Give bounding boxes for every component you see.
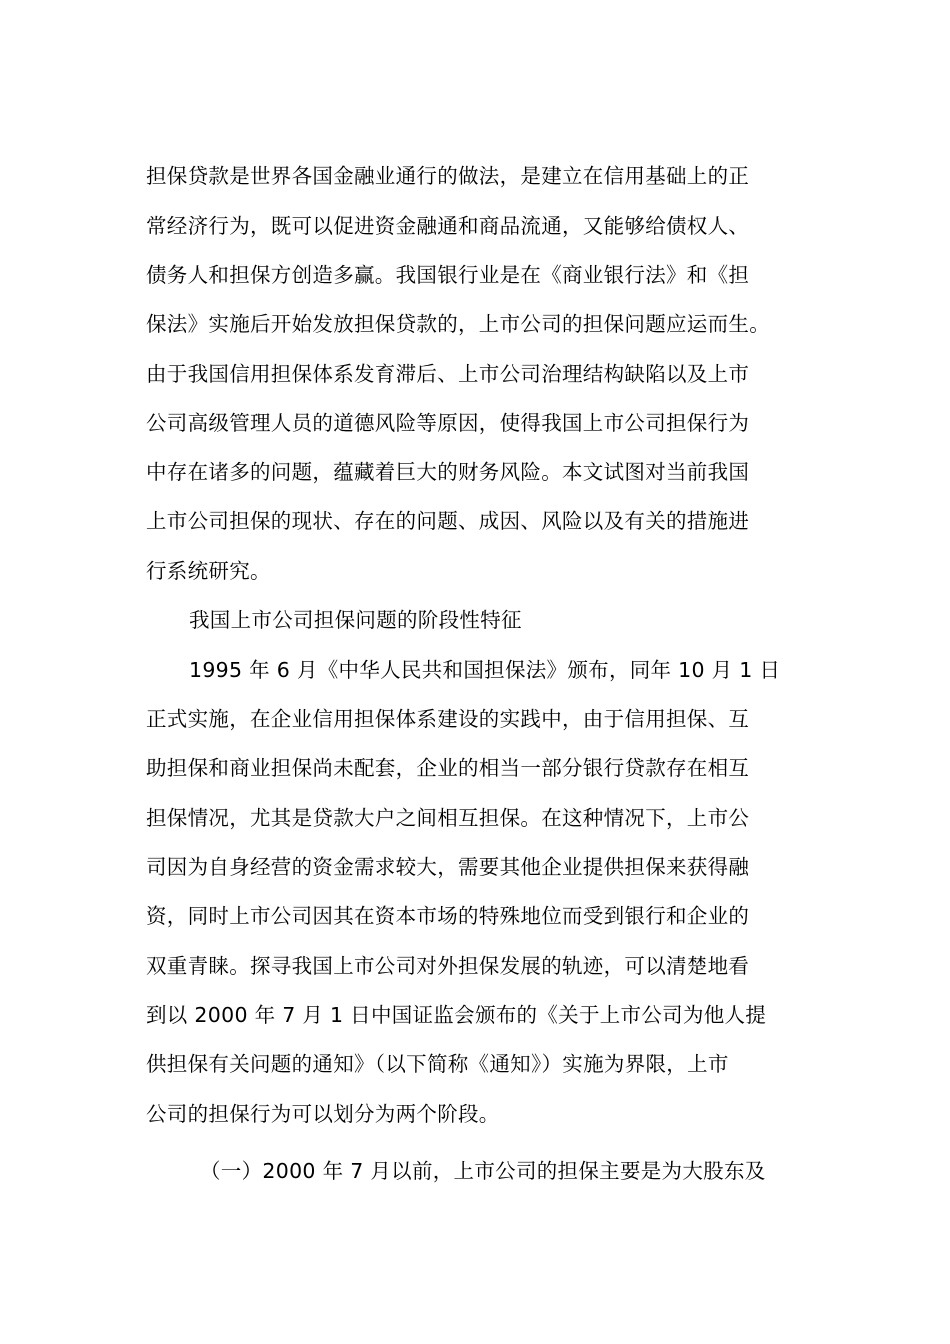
paragraph-2-line-1: 1995 年 6 月《中华人民共和国担保法》颁布，同年 10 月 1 日 [189, 658, 781, 682]
paragraph-1-line-8: 上市公司担保的现状、存在的问题、成因、风险以及有关的措施进 [146, 509, 750, 533]
section-heading: 我国上市公司担保问题的阶段性特征 [189, 608, 522, 632]
paragraph-2-line-8: 到以 2000 年 7 月 1 日中国证监会颁布的《关于上市公司为他人提 [146, 1003, 767, 1027]
paragraph-1-line-9: 行系统研究。 [146, 559, 271, 583]
paragraph-1-line-7: 中存在诸多的问题，蕴藏着巨大的财务风险。本文试图对当前我国 [146, 460, 750, 484]
paragraph-2-line-3: 助担保和商业担保尚未配套，企业的相当一部分银行贷款存在相互 [146, 756, 750, 780]
paragraph-2-line-7: 双重青睐。探寻我国上市公司对外担保发展的轨迹，可以清楚地看 [146, 954, 750, 978]
paragraph-1-line-1: 担保贷款是世界各国金融业通行的做法，是建立在信用基础上的正 [146, 164, 750, 188]
paragraph-1-line-5: 由于我国信用担保体系发育滞后、上市公司治理结构缺陷以及上市 [146, 362, 750, 386]
paragraph-1-line-4: 保法》实施后开始发放担保贷款的，上市公司的担保问题应运而生。 [146, 312, 770, 336]
paragraph-2-line-6: 资，同时上市公司因其在资本市场的特殊地位而受到银行和企业的 [146, 904, 750, 928]
paragraph-3-line-1: （一）2000 年 7 月以前，上市公司的担保主要是为大股东及 [200, 1159, 766, 1183]
paragraph-2-line-4: 担保情况，尤其是贷款大户之间相互担保。在这种情况下，上市公 [146, 806, 750, 830]
paragraph-2-line-5: 司因为自身经营的资金需求较大，需要其他企业提供担保来获得融 [146, 855, 750, 879]
paragraph-2-line-10: 公司的担保行为可以划分为两个阶段。 [146, 1102, 500, 1126]
paragraph-1-line-3: 债务人和担保方创造多赢。我国银行业是在《商业银行法》和《担 [146, 263, 750, 287]
paragraph-2-line-2: 正式实施，在企业信用担保体系建设的实践中，由于信用担保、互 [146, 707, 750, 731]
paragraph-1-line-2: 常经济行为，既可以促进资金融通和商品流通，又能够给债权人、 [146, 214, 750, 238]
paragraph-2-line-9: 供担保有关问题的通知》（以下简称《通知》）实施为界限，上市 [146, 1052, 729, 1076]
paragraph-1-line-6: 公司高级管理人员的道德风险等原因，使得我国上市公司担保行为 [146, 411, 750, 435]
